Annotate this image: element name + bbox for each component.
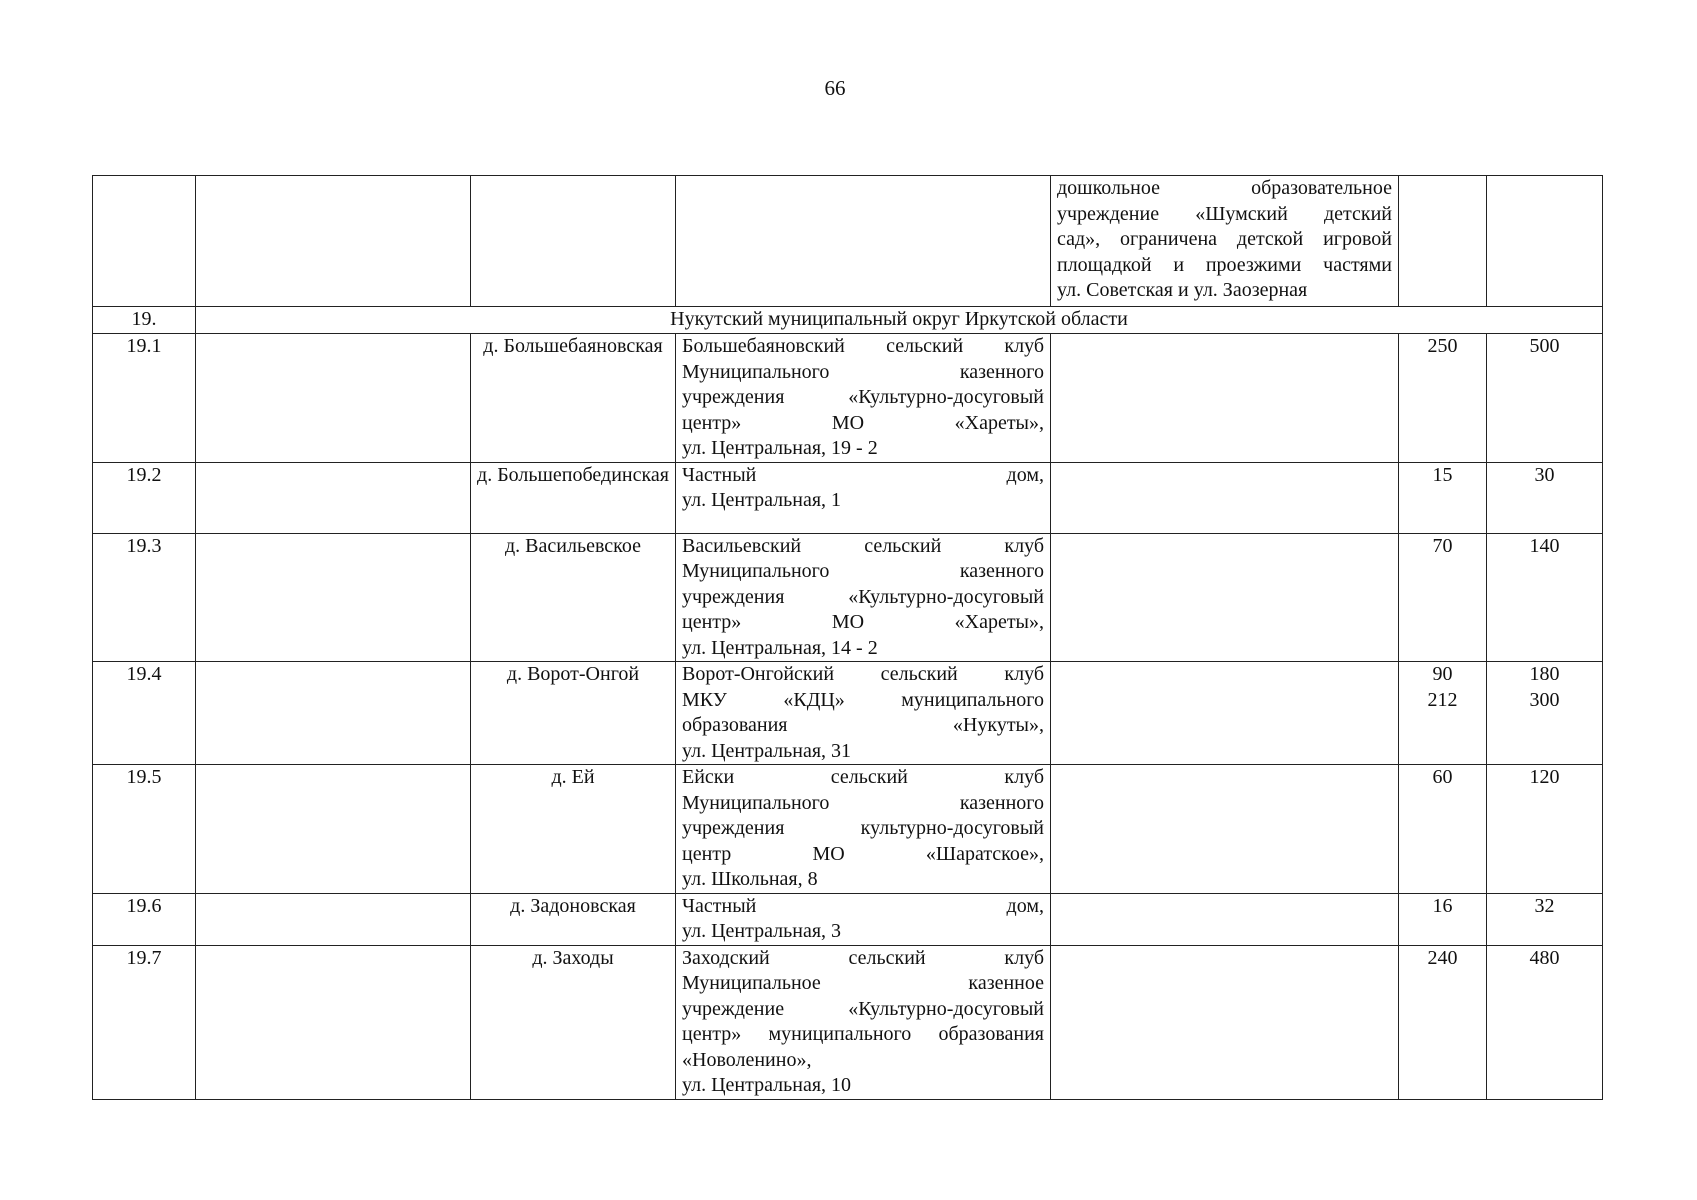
table-row <box>93 462 1603 533</box>
empty-cell <box>196 945 471 1099</box>
table-row <box>93 945 1603 1099</box>
capacity-a <box>1399 334 1487 463</box>
capacity-a-value: 90 <box>1432 663 1453 685</box>
address-line: Муниципального казенного <box>682 560 1044 582</box>
address-line: ул. Центральная, 3 <box>682 920 842 942</box>
settlement-name: д. Васильевское <box>471 533 676 662</box>
capacity-b-value: 120 <box>1529 766 1560 788</box>
capacity-b <box>1487 662 1603 765</box>
address-line: Частный дом, <box>682 463 1044 486</box>
address-line: Частный дом, <box>682 894 1044 917</box>
address-line: ул. Центральная, 31 <box>682 739 852 762</box>
settlement-name: д. Большебаяновская <box>471 334 676 463</box>
empty-cell <box>1399 176 1487 307</box>
capacity-b <box>1487 893 1603 945</box>
address-line: «Новоленино», <box>682 1048 812 1071</box>
capacity-a <box>1399 893 1487 945</box>
row-number: 19.6 <box>93 893 196 945</box>
capacity-b-value: 180 <box>1529 663 1560 685</box>
table-row <box>93 533 1603 662</box>
capacity-a <box>1399 765 1487 894</box>
table-row <box>93 334 1603 463</box>
note-line: дошкольное образовательное <box>1057 177 1392 199</box>
capacity-b-value: 500 <box>1529 335 1560 357</box>
address-line: Заходский сельский клуб <box>682 946 1044 969</box>
address-line: ул. Центральная, 14 - 2 <box>682 636 878 659</box>
note-line: площадкой и проезжими частями <box>1057 253 1392 276</box>
capacity-a <box>1399 533 1487 662</box>
empty-cell <box>196 765 471 894</box>
section-row <box>93 307 1603 334</box>
facility-address <box>676 334 1051 463</box>
capacity-b-value: 30 <box>1534 463 1555 486</box>
facility-address <box>676 765 1051 894</box>
row-number: 19.1 <box>93 334 196 463</box>
address-line: учреждения культурно-досуговый <box>682 817 1044 839</box>
capacity-b-value: 32 <box>1534 894 1555 917</box>
shelters-table <box>92 175 1603 1100</box>
row-number: 19.4 <box>93 662 196 765</box>
empty-cell <box>1051 533 1399 662</box>
section-number: 19. <box>93 307 196 334</box>
capacity-a-value: 60 <box>1432 766 1453 788</box>
capacity-b <box>1487 945 1603 1099</box>
empty-cell <box>93 176 196 307</box>
capacity-a-value: 250 <box>1427 335 1458 357</box>
address-line: ул. Центральная, 1 <box>682 489 842 511</box>
empty-cell <box>196 662 471 765</box>
address-line: учреждения «Культурно-досуговый <box>682 386 1044 408</box>
empty-cell <box>1051 945 1399 1099</box>
capacity-a <box>1399 945 1487 1099</box>
capacity-a <box>1399 462 1487 533</box>
address-line: ул. Центральная, 10 <box>682 1074 852 1096</box>
facility-address <box>676 533 1051 662</box>
capacity-b <box>1487 765 1603 894</box>
address-line: Муниципального казенного <box>682 360 1044 383</box>
address-line: центр» МО «Хареты», <box>682 411 1044 434</box>
address-line: Ейски сельский клуб <box>682 766 1044 788</box>
empty-cell <box>1051 462 1399 533</box>
empty-cell <box>196 334 471 463</box>
capacity-b-value: 300 <box>1529 688 1560 711</box>
address-line: центр» муниципального образования <box>682 1023 1044 1045</box>
address-line: Муниципального казенного <box>682 791 1044 814</box>
capacity-b-value: 140 <box>1529 534 1560 557</box>
continuation-row <box>93 176 1603 307</box>
empty-cell <box>196 462 471 533</box>
address-line: образования «Нукуты», <box>682 714 1044 736</box>
address-line: Васильевский сельский клуб <box>682 534 1044 557</box>
empty-cell <box>471 176 676 307</box>
address-line: Муниципальное казенное <box>682 972 1044 994</box>
capacity-b-value: 480 <box>1529 946 1560 969</box>
empty-cell <box>1051 765 1399 894</box>
settlement-name: д. Заходы <box>471 945 676 1099</box>
capacity-a-value: 16 <box>1432 894 1453 917</box>
address-line: МКУ «КДЦ» муниципального <box>682 688 1044 711</box>
capacity-b <box>1487 462 1603 533</box>
note-line: ул. Советская и ул. Заозерная <box>1057 279 1308 301</box>
row-number: 19.3 <box>93 533 196 662</box>
address-line: ул. Центральная, 19 - 2 <box>682 437 878 459</box>
address-line: Большебаяновский сельский клуб <box>682 335 1044 357</box>
address-line: Ворот-Онгойский сельский клуб <box>682 663 1044 685</box>
address-line: ул. Школьная, 8 <box>682 868 818 890</box>
settlement-name: д. Ворот-Онгой <box>471 662 676 765</box>
capacity-a <box>1399 662 1487 765</box>
empty-cell <box>196 533 471 662</box>
empty-cell <box>1051 893 1399 945</box>
facility-address <box>676 662 1051 765</box>
table-row <box>93 662 1603 765</box>
settlement-name: д. Большепобединская <box>471 462 676 533</box>
table-row <box>93 765 1603 894</box>
address-line: центр МО «Шаратское», <box>682 842 1044 865</box>
row-number: 19.7 <box>93 945 196 1099</box>
row-number: 19.2 <box>93 462 196 533</box>
capacity-a-value: 70 <box>1432 534 1453 557</box>
empty-cell <box>196 893 471 945</box>
empty-cell <box>1051 662 1399 765</box>
address-line: учреждения «Культурно-досуговый <box>682 585 1044 608</box>
continuation-note <box>1051 176 1399 307</box>
table-row <box>93 893 1603 945</box>
capacity-a-value: 15 <box>1432 463 1453 486</box>
settlement-name: д. Ей <box>471 765 676 894</box>
row-number: 19.5 <box>93 765 196 894</box>
empty-cell <box>1051 334 1399 463</box>
capacity-b <box>1487 533 1603 662</box>
facility-address <box>676 945 1051 1099</box>
empty-cell <box>1487 176 1603 307</box>
page-number: 66 <box>824 76 846 100</box>
section-title: Нукутский муниципальный округ Иркутской области <box>196 307 1603 334</box>
capacity-b <box>1487 334 1603 463</box>
empty-cell <box>196 176 471 307</box>
facility-address <box>676 462 1051 533</box>
facility-address <box>676 893 1051 945</box>
empty-cell <box>676 176 1051 307</box>
address-line: учреждение «Культурно-досуговый <box>682 997 1044 1020</box>
capacity-a-value: 240 <box>1427 946 1458 969</box>
note-line: учреждение «Шумский детский <box>1057 202 1392 225</box>
capacity-a-value: 212 <box>1427 688 1458 711</box>
address-line: центр» МО «Хареты», <box>682 611 1044 633</box>
note-line: сад», ограничена детской игровой <box>1057 228 1392 250</box>
settlement-name: д. Задоновская <box>471 893 676 945</box>
